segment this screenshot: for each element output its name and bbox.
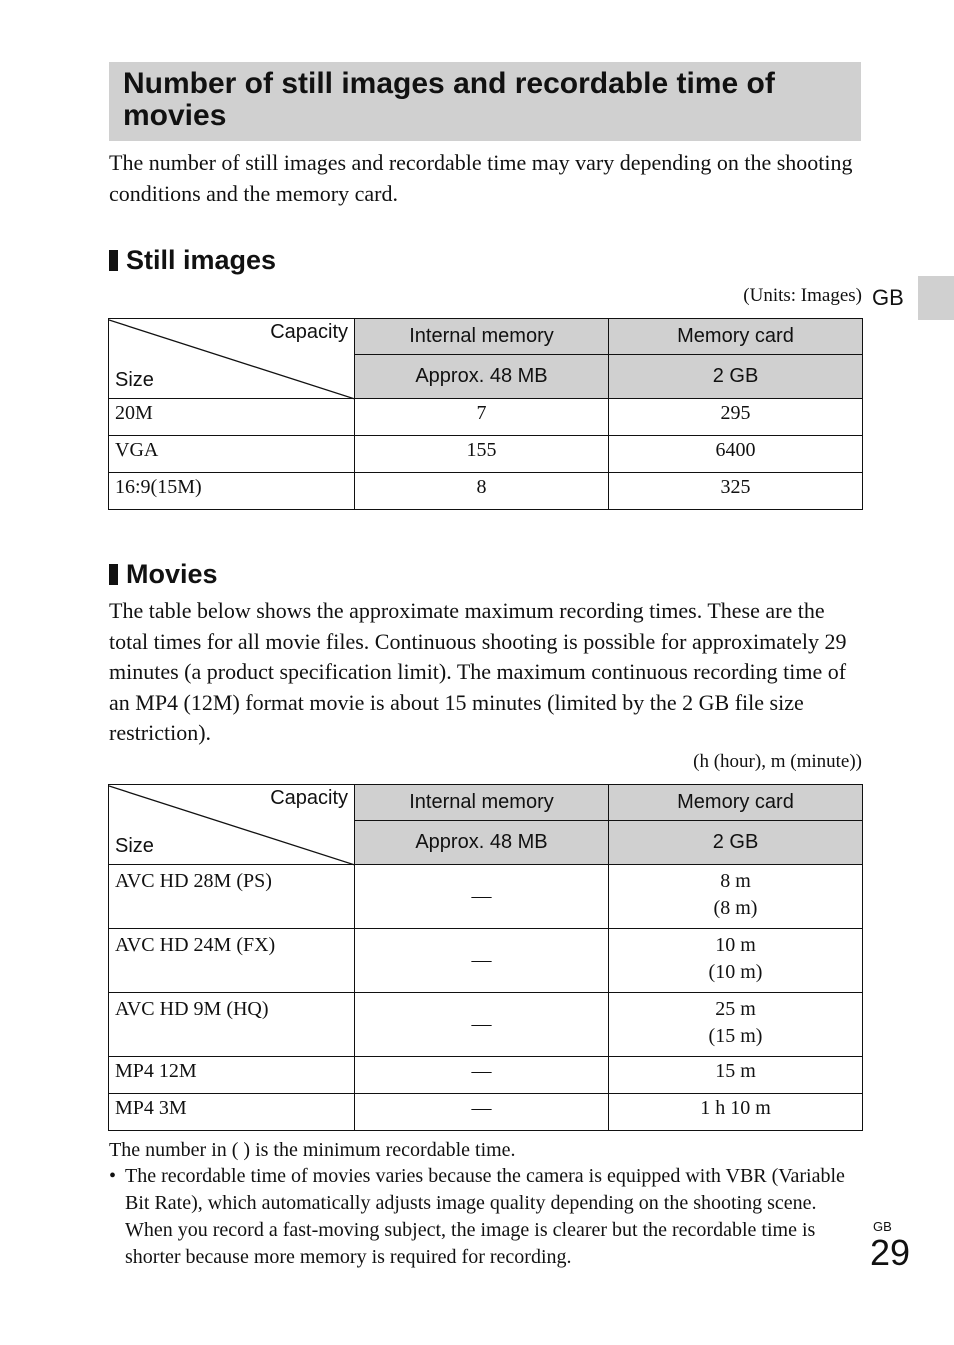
movies-heading bbox=[109, 559, 218, 589]
row-card-min: (15 m) bbox=[708, 1025, 763, 1047]
row-internal: — bbox=[471, 1013, 492, 1035]
movies-table bbox=[108, 784, 863, 1131]
still-units: (Units: Images) bbox=[743, 285, 862, 306]
row-card: 325 bbox=[720, 476, 751, 498]
table-row bbox=[109, 929, 863, 993]
movies-heading-text: Movies bbox=[126, 559, 218, 589]
table-row bbox=[109, 993, 863, 1057]
row-size: AVC HD 9M (HQ) bbox=[115, 998, 269, 1020]
size-label: Size bbox=[115, 835, 154, 857]
size-label: Size bbox=[115, 369, 154, 391]
row-internal: 8 bbox=[476, 476, 487, 498]
table-corner-cell bbox=[109, 785, 355, 865]
row-card: 1 h 10 m bbox=[700, 1097, 771, 1119]
row-size: MP4 3M bbox=[115, 1097, 187, 1119]
row-internal: — bbox=[471, 949, 492, 971]
card-amount-header: 2 GB bbox=[609, 355, 863, 399]
memory-card-header: Memory card bbox=[609, 785, 863, 821]
still-images-heading-text: Still images bbox=[126, 245, 277, 275]
row-size: AVC HD 28M (PS) bbox=[115, 870, 272, 892]
row-card: 295 bbox=[720, 402, 751, 424]
card-amount-header: 2 GB bbox=[609, 821, 863, 865]
minimum-time-note: The number in ( ) is the minimum recordable time. bbox=[109, 1139, 516, 1161]
row-internal: 155 bbox=[466, 439, 497, 461]
side-tab-label: GB bbox=[872, 285, 904, 310]
internal-amount-header: Approx. 48 MB bbox=[355, 355, 609, 399]
table-row bbox=[109, 436, 863, 473]
table-row bbox=[109, 399, 863, 436]
internal-memory-header: Internal memory bbox=[355, 785, 609, 821]
vbr-bullet bbox=[109, 1163, 859, 1271]
movies-intro: The table below shows the approximate maximum recording times. These are the total times for all movie files. Continuous shooting is possible for approximately 29 minutes (a product specification limit). The maximum continuous recording time of an MP4 (12M) format movie is about 15 minutes (limited by the 2 GB file size restriction). bbox=[109, 598, 847, 745]
internal-memory-header: Internal memory bbox=[355, 319, 609, 355]
row-internal: — bbox=[471, 1060, 492, 1082]
row-size: MP4 12M bbox=[115, 1060, 197, 1082]
vbr-bullet-text: The recordable time of movies varies because the camera is equipped with VBR (Variable Bit Rate), which automatically adjusts image quality depending on the shooting scene. When you record a fast-moving subject, the image is clearer but the recordable time is shorter because more memory is required for recording. bbox=[125, 1165, 845, 1268]
section-marker-icon bbox=[109, 564, 118, 585]
internal-amount-header: Approx. 48 MB bbox=[355, 821, 609, 865]
page-number: 29 bbox=[870, 1232, 911, 1273]
row-card: 10 m bbox=[715, 934, 756, 956]
table-row bbox=[109, 473, 863, 510]
row-card: 25 m bbox=[715, 998, 756, 1020]
memory-card-header: Memory card bbox=[609, 319, 863, 355]
page-region: GB bbox=[873, 1219, 892, 1234]
table-row bbox=[109, 1094, 863, 1131]
table-row bbox=[109, 1057, 863, 1094]
row-card: 8 m bbox=[720, 870, 751, 892]
table-corner-cell bbox=[109, 319, 355, 399]
row-internal: — bbox=[471, 885, 492, 907]
bullet-icon: • bbox=[109, 1165, 117, 1187]
row-size: AVC HD 24M (FX) bbox=[115, 934, 276, 956]
intro-text: The number of still images and recordable time may vary depending on the shooting conditions and the memory card. bbox=[109, 150, 853, 206]
row-internal: 7 bbox=[476, 402, 487, 424]
row-size: 16:9(15M) bbox=[115, 476, 202, 498]
side-tab bbox=[918, 276, 954, 320]
movies-units: (h (hour), m (minute)) bbox=[693, 751, 862, 772]
still-images-table bbox=[108, 318, 863, 510]
row-size: VGA bbox=[115, 439, 159, 461]
section-marker-icon bbox=[109, 250, 118, 271]
page-title: Number of still images and recordable time of movies bbox=[123, 67, 775, 132]
row-card: 15 m bbox=[715, 1060, 756, 1082]
row-size: 20M bbox=[115, 402, 153, 424]
row-card: 6400 bbox=[715, 439, 756, 461]
row-internal: — bbox=[471, 1097, 492, 1119]
row-card-min: (10 m) bbox=[708, 961, 763, 983]
capacity-label: Capacity bbox=[270, 787, 348, 809]
table-row bbox=[109, 865, 863, 929]
row-card-min: (8 m) bbox=[713, 897, 758, 919]
still-images-heading bbox=[109, 245, 276, 275]
capacity-label: Capacity bbox=[270, 321, 348, 343]
